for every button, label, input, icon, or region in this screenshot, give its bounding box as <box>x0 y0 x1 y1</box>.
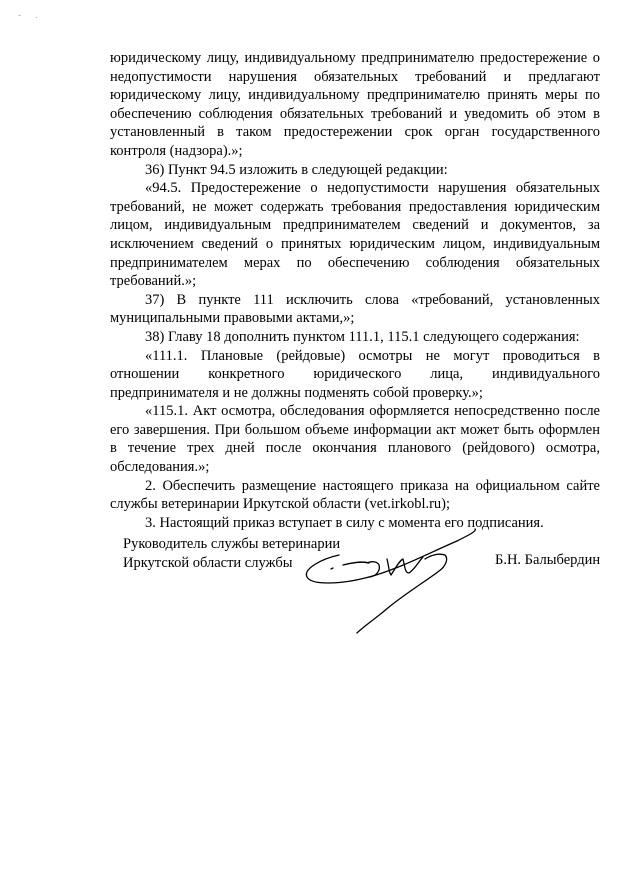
paragraph-quote-115-1: «115.1. Акт осмотра, обследования оформляется непосредственно после его завершения. При большом объеме информации акт может быть оформлен в течение трех дней после окончания планового (рейдового) осмотра, обследования.»; <box>110 403 600 476</box>
paragraph-continuation: юридическому лицу, индивидуальному предпринимателю предостережение о недопустимости нарушения обязательных требований и предлагают юридическому лицу, индивидуальному предпринимателю принять меры по обеспечению соблюдения обязательных требований и уведомить об этом в установленный в таком предостережении срок орган государственного контроля (надзора).»; <box>110 50 600 159</box>
document-body <box>110 49 600 532</box>
paragraph-item-37: 37) В пункте 111 исключить слова «требований, установленных муниципальными правовыми актами,»; <box>110 291 600 327</box>
paragraph-quote-94-5: «94.5. Предостережение о недопустимости нарушения обязательных требований, не может содержать требования предоставления юридическим лицом, индивидуальным предпринимателем сведений и документов, за исключением сведений о принятых юридическим лицом, индивидуальным предпринимателем мерах по обеспечению соблюдения обязательных требований.»; <box>110 180 600 290</box>
signature-block <box>123 535 603 655</box>
paragraph-item-36: 36) Пункт 94.5 изложить в следующей редакции: <box>145 161 448 178</box>
paragraph-item-3: 3. Настоящий приказ вступает в силу с момента его подписания. <box>145 514 544 531</box>
signatory-role-line-1: Руководитель службы ветеринарии <box>123 536 341 552</box>
paragraph-item-38: 38) Главу 18 дополнить пунктом 111.1, 115.1 следующего содержания: <box>145 328 580 345</box>
signatory-name: Б.Н. Балыбердин <box>495 552 601 568</box>
paragraph-item-2: 2. Обеспечить размещение настоящего приказа на официальном сайте службы ветеринарии Иркутской области (vet.irkobl.ru); <box>110 477 600 513</box>
paragraph-quote-111-1: «111.1. Плановые (рейдовые) осмотры не могут проводиться в отношении конкретного юридического лица, индивидуального предпринимателя и не должны подменять собой проверку.»; <box>110 347 600 401</box>
signatory-role-line-2: Иркутской области службы <box>123 555 293 571</box>
handwritten-signature <box>299 519 499 639</box>
scan-corner-mark: - . <box>18 10 44 20</box>
